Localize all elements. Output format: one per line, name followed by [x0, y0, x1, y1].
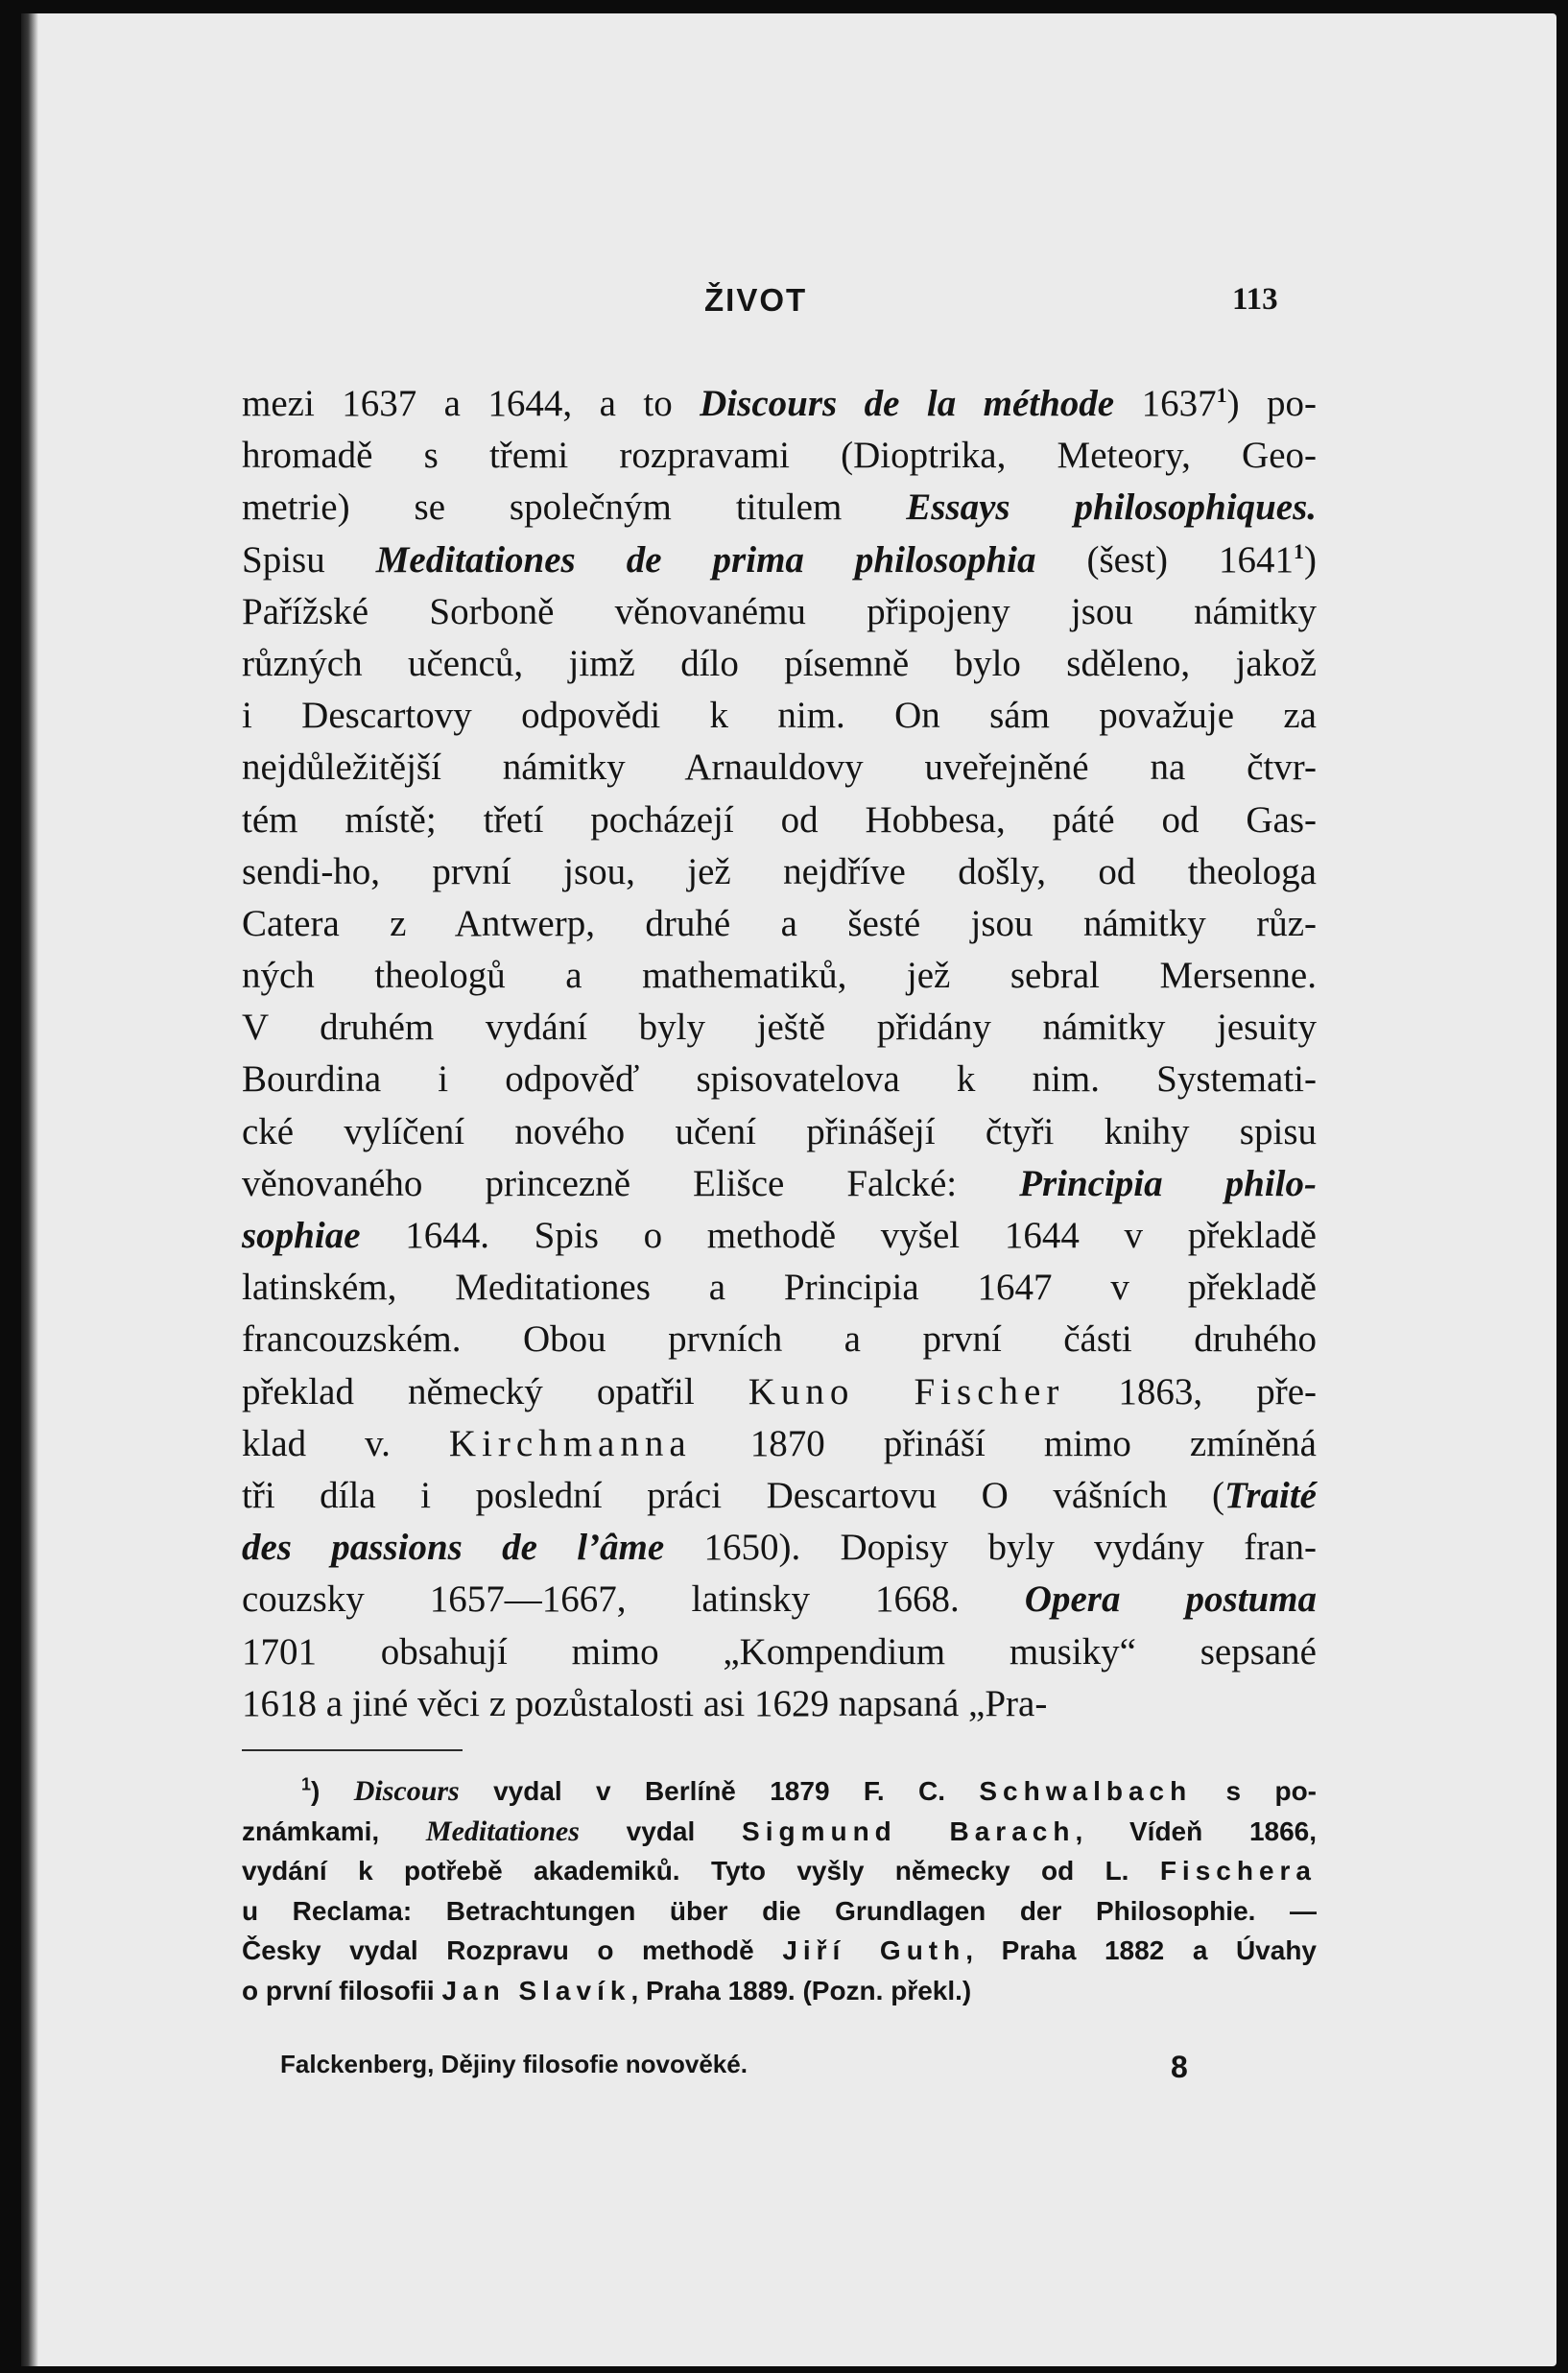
text-line: des passions de l’âme 1650). Dopisy byly vydány fran- [242, 1527, 1317, 1569]
text-line: věnovaného princezně Elišce Falcké: Principia philo- [242, 1162, 1318, 1204]
footer-source: Falckenberg, Dějiny filosofie novověké. [280, 2050, 748, 2078]
text-line: překlad německý opatřil Kuno Fischer 1863, pře- [242, 1370, 1317, 1412]
text-line: různých učenců, jimž dílo písemně bylo sděleno, jakož [242, 642, 1317, 684]
text-line: metrie) se společným titulem Essays philosophiques. [242, 486, 1317, 529]
running-title: ŽIVOT [704, 282, 808, 318]
text-line: couzsky 1657—1667, latinsky 1668. Opera postuma [242, 1578, 1317, 1621]
text-line: V druhém vydání byly ještě přidány námitky jesuity [242, 1007, 1317, 1049]
text-line: hromadě s třemi rozpravami (Dioptrika, Meteory, Geo- [242, 435, 1317, 477]
footnote-line: známkami, Meditationes vydal Sigmund Barach, Vídeň 1866, [242, 1815, 1318, 1847]
text-line: Pařížské Sorboně věnovanému připojeny jsou námitky [242, 590, 1317, 632]
text-line: 1618 a jiné věci z pozůstalosti asi 1629 napsaná „Pra- [242, 1682, 1048, 1724]
text-line: sendi-ho, první jsou, jež nejdříve došly, od theologa [242, 850, 1317, 892]
text-line: Catera z Antwerp, druhé a šesté jsou námitky růz- [242, 902, 1317, 944]
text-line: tém místě; třetí pocházejí od Hobbesa, páté od Gas- [242, 798, 1317, 841]
footnote-rule [242, 1749, 463, 1751]
text-line: i Descartovy odpovědi k nim. On sám považuje za [242, 695, 1317, 737]
footnotes [242, 1771, 1317, 2010]
text-line: mezi 1637 a 1644, a to Discours de la méthode 1637$^1$) po- [242, 383, 1317, 424]
text-line: Bourdina i odpověď spisovatelova k nim. Systemati- [242, 1058, 1317, 1101]
page-header [21, 278, 1556, 326]
footnote-line: Česky vydal Rozpravu o methodě Jiří Guth, Praha 1882 a Úvahy [242, 1935, 1317, 1965]
text-line: nejdůležitější námitky Arnauldovy uveřejněné na čtvr- [242, 747, 1317, 789]
footnote-line: o první filosofii Jan Slavík, Praha 1889. (Pozn. překl.) [242, 1975, 972, 2005]
page-shadow-edge [21, 13, 38, 2366]
page-number: 113 [1232, 282, 1278, 317]
footnote-line: vydání k potřebě akademiků. Tyto vyšly německy od L. Fischera [242, 1856, 1317, 1886]
text-line: latinském, Meditationes a Principia 1647 v překladě [242, 1267, 1317, 1309]
book-page [21, 13, 1556, 2366]
signature-mark: 8 [1171, 2050, 1188, 2084]
footnote-line: u Reclama: Betrachtungen über die Grundlagen der Philosophie. — [242, 1895, 1317, 1926]
page-footer [242, 2050, 1317, 2092]
main-text [242, 378, 1317, 1730]
text-line: francouzském. Obou prvních a první části druhého [242, 1318, 1317, 1361]
text-line: ných theologů a mathematiků, jež sebral Mersenne. [242, 955, 1317, 997]
text-line: tři díla i poslední práci Descartovu O vášních (Traité [242, 1474, 1317, 1516]
footnote-line: $^1$) Discours vydal v Berlíně 1879 F. C. Schwalbach s po- [301, 1774, 1318, 1807]
text-line: 1701 obsahují mimo „Kompendium musiky“ sepsané [242, 1630, 1317, 1673]
text-line: sophiae 1644. Spis o methodě vyšel 1644 v překladě [242, 1215, 1317, 1256]
text-line: Spisu Meditationes de prima philosophia (šest) 1641$^1$) [242, 538, 1318, 581]
text-line: cké vylíčení nového učení přinášejí čtyři knihy spisu [242, 1110, 1317, 1152]
text-line: klad v. Kirchmanna 1870 přináší mimo zmíněná [242, 1422, 1317, 1464]
